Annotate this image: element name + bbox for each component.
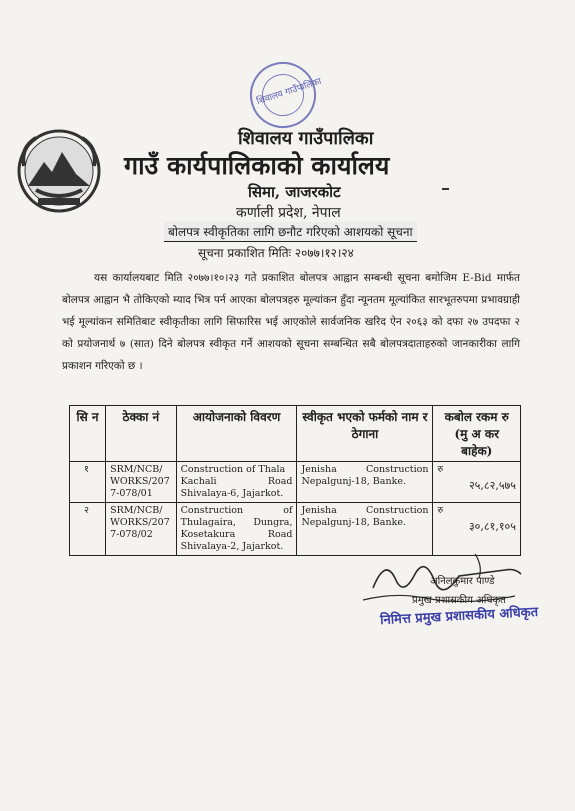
table-header-row [70,406,521,462]
office-address: सिमा, जाजरकोट [248,183,341,201]
row-sn: २ [70,503,106,556]
signatory-title: प्रमुख प्रशासकीय अधिकृत [412,595,506,606]
header-contract-no: ठेक्का नं [106,406,177,462]
notice-paragraph: यस कार्यालयबाट मिति २०७७।१०।२३ गते प्रकाशित बोलपत्र आह्वान सम्बन्धी सूचना बमोजिम E-Bid मार्फत बोलपत्र आह्वान भै तोकिएको म्याद भित्र पर्न आएका बोलपत्रहरु मूल्यांकन हुँदा न्यूनतम मूल्यांकित सारभूतरुपमा प्रभावग्राही भई मूल्यांकन समितिबाट स्वीकृतीका लागि सिफारिस भई आएकोले सार्वजनिक खरिद ऐन २०६३ को दफा २७ उपदफा २ को प्रयोजनार्थ ७ (सात) दिने बोलपत्र स्वीकृत गर्ने आशयको सूचना सम्बन्धित सबै बोलपत्रदाताहरुको जानकारीका लागि प्रकाशन गरिएको छ । [62,272,520,372]
header-sn: सि न [70,406,106,462]
signatory-name: अनिलकुमार पाण्डे [430,576,495,587]
row-contract-no: SRM/NCB/ WORKS/207 7-078/02 [106,503,177,556]
row-firm: Jenisha Construction Nepalgunj-18, Banke. [297,462,433,503]
province-name: कर्णाली प्रदेश, नेपाल [236,205,341,221]
notice-body [62,267,520,377]
bid-table [69,405,521,556]
office-name: गाउँ कार्यपालिकाको कार्यालय [124,151,390,180]
designation-stamp: निमित्त प्रमुख प्रशासकीय अधिकृत [379,604,539,629]
seal-text: शिवालय गाउँपालिका [255,76,323,108]
row-contract-no: SRM/NCB/ WORKS/207 7-078/01 [106,462,177,503]
notice-title: बोलपत्र स्वीकृतिका लागि छनौट गरिएको आशयको सूचना [164,222,417,242]
publish-date: सूचना प्रकाशित मितिः २०७७।१२।२४ [198,246,354,260]
row-amount: रु २५,८२,५७५ [433,462,521,503]
row-sn: १ [70,462,106,503]
row-project: Construction of Thulagaira, Dungra, Kosetakura Road Shivalaya-2, Jajarkot. [176,503,297,556]
dash-mark [442,188,449,190]
row-project: Construction of Thala Kachali Road Shivalaya-6, Jajarkot. [176,462,297,503]
header-project: आयोजनाको विवरण [176,406,297,462]
header-amount: कबोल रकम रु (मु अ कर बाहेक) [433,406,521,462]
row-firm: Jenisha Construction Nepalgunj-18, Banke. [297,503,433,556]
municipality-name: शिवालय गाउँपालिका [238,128,374,149]
nepal-emblem-icon [16,128,102,214]
header-firm: स्वीकृत भएको फर्मको नाम र ठेगाना [297,406,433,462]
row-amount: रु ३०,८१,१०५ [433,503,521,556]
table-row [70,462,521,503]
